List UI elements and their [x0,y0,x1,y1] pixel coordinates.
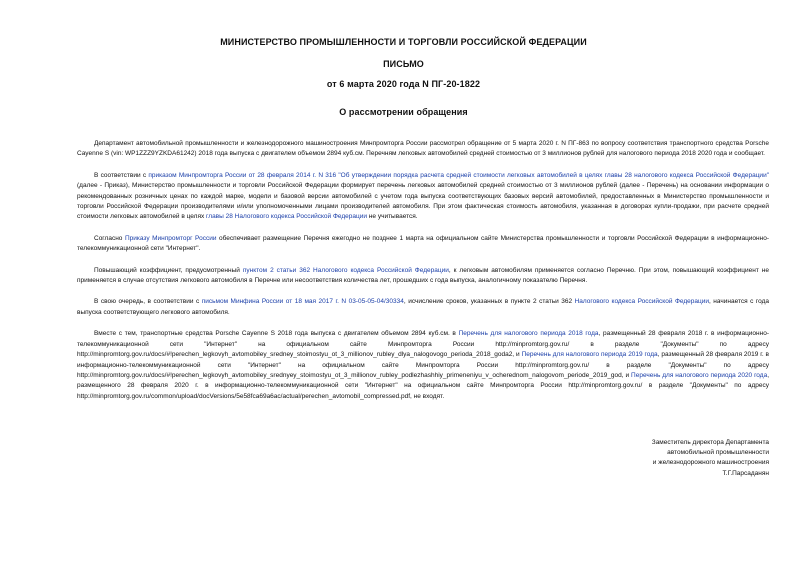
link-punkt-2-st-362[interactable]: пунктом 2 статьи 362 Налогового кодекса Российской Федерации [242,266,449,274]
ministry-title: МИНИСТЕРСТВО ПРОМЫШЛЕННОСТИ И ТОРГОВЛИ РОССИЙСКОЙ ФЕДЕРАЦИИ [220,37,587,47]
paragraph-5-text-b: , исчисление сроков, указанных в пункте 2 статьи 362 [403,298,575,306]
paragraph-6-text-b: , размещенный 28 февраля 2018 г. в информационно-телекоммуникационной сети "Интернет" на официальном сайте Минпромторга России http://minpromtorg.gov.ru/ в разделе "Документы" по адресу http://minpromtorg.gov.ru/docs/#!perechen_legkovyh_avtomobiley_sredney_stoimostyu_ot_3_millionov_rubley_dlya_nalogovogo_perioda_2018_goda2, и [77,330,769,359]
paragraph-2-text-a: В соответствии с [94,171,149,179]
paragraph-5-text-a: В свою очередь, в соответствии с [94,298,202,306]
paragraph-4 [77,266,769,287]
paragraph-5-text-c: , начинается с года выпуска соответствующего легкового автомобиля. [77,298,770,316]
paragraph-1 [77,139,769,160]
document-date-number: от 6 марта 2020 года N ПГ-20-1822 [326,79,481,89]
paragraph-3-text-a: Согласно [94,234,125,242]
paragraph-3 [77,234,769,255]
paragraph-2-text-b: (далее - Приказ), Министерство промышленности и торговли Российской Федерации формирует перечень легковых автомобилей средней стоимостью от 3 миллионов рублей (далее - Перечень) на основании информации о рекомендованных розничных ценах по каждой марке, модели и базовой версии автомобилей с учетом года выпуска соответствующих базовых версий автомобилей, предоставленных в Министерство промышленности и торговли Российской Федерации производителями и/или уполномоченными лицами производителей автомобиля. При этом фактическая стоимость автомобиля, указанная в договорах купли-продажи, при расчете средней стоимости легковых автомобилей в целях [77,182,769,221]
link-perechen-2019[interactable]: Перечень для налогового периода 2019 года [521,351,658,359]
link-perechen-2020[interactable]: Перечень для налогового периода 2020 года [631,371,768,379]
signature-name: Т.Г.Парсаданян [722,469,769,477]
link-prikaz-minpromtorg[interactable]: Приказу Минпромторг России [124,234,217,242]
signature-position-line-1: Заместитель директора Департамента [651,439,769,446]
paragraph-2-text-c: не учитывается. [367,213,418,221]
signature-block [569,438,769,479]
paragraph-5 [77,297,769,318]
link-nk-rf[interactable]: Налогового кодекса Российской Федерации [574,298,709,306]
paragraph-6-text-c: , размещенный 28 февраля 2019 г. в информационно-телекоммуникационной сети "Интернет" на официальном сайте Минпромторга России http://minpromtorg.gov.ru/ в разделе "Документы" по адресу http://minpromtorg.gov.ru/docs/#!perechen_legkovyh_avtomobiley_srednyey_stoimostyu_ot_3_millionov_rubley_podlezhashhiy_primeneniyu_v_ocherednom_nalogovom_periode_2019_god, и [77,351,769,379]
paragraph-6-text-d: , размещенного 28 февраля 2020 г. в информационно-телекоммуникационной сети "Интернет" на официальном сайте Минпромторга России http://minpromtorg.gov.ru/ в разделе "Документы" по адресу http://minpromtorg.gov.ru/common/upload/docVersions/5e58fca69a6ac/actual/perechen_avtomobil_compressed.pdf, не входят. [77,371,770,400]
paragraph-1-text: Департамент автомобильной промышленности и железнодорожного машиностроения Минпромторга России рассмотрел обращение от 5 марта 2020 г. N ПГ-863 по вопросу соответствия транспортного средства Porsche Cayenne S (vin: WP1ZZZ9YZKDA61242) 2018 года выпуска с двигателем объемом 2894 куб.см. Перечням легковых автомобилей средней стоимостью от 3 миллионов рублей для налогового периода 2018 2020 года и сообщает. [77,140,769,158]
paragraph-4-text-a: Повышающий коэффициент, предусмотренный [94,266,243,274]
paragraph-6 [77,329,769,402]
paragraph-2 [77,171,769,223]
link-pismo-minfin[interactable]: письмом Минфина России от 18 мая 2017 г. N 03-05-05-04/30334 [201,298,404,306]
document-subject: О рассмотрении обращения [339,107,468,117]
link-prikaz-316[interactable]: приказом Минпромторга России от 28 февраля 2014 г. N 316 "Об утверждении порядка расчета средней стоимости легковых автомобилей в целях главы 28 налогового кодекса Российской Федерации" [148,171,770,179]
paragraph-6-text-a: Вместе с тем, транспортные средства Porsche Cayenne S 2018 года выпуска с двигателем объемом 2894 куб.см. в [94,330,459,338]
signature-position-line-2: автомобильной промышленности [667,449,769,457]
paragraph-4-text-b: , к легковым автомобилям применяется согласно Перечню. При этом, повышающий коэффициент не применяется в случае отсутствия легкового автомобиля в Перечне или несоответствия количества лет, прошедших с года выпуска, аналогичному показателю Перечня. [77,266,769,285]
link-perechen-2018[interactable]: Перечень для налогового периода 2018 года [458,330,599,338]
document-body [77,139,769,413]
link-glava-28-nk[interactable]: главы 28 Налогового кодекса Российской Федерации [206,213,367,221]
paragraph-3-text-b: обеспечивает размещение Перечня ежегодно не позднее 1 марта на официальном сайте Министерства промышленности и торговли Российской Федерации в информационно-телекоммуникационной сети "Интернет". [77,234,769,253]
signature-position-line-3: и железнодорожного машиностроения [652,459,769,467]
document-type: ПИСЬМО [383,59,424,69]
